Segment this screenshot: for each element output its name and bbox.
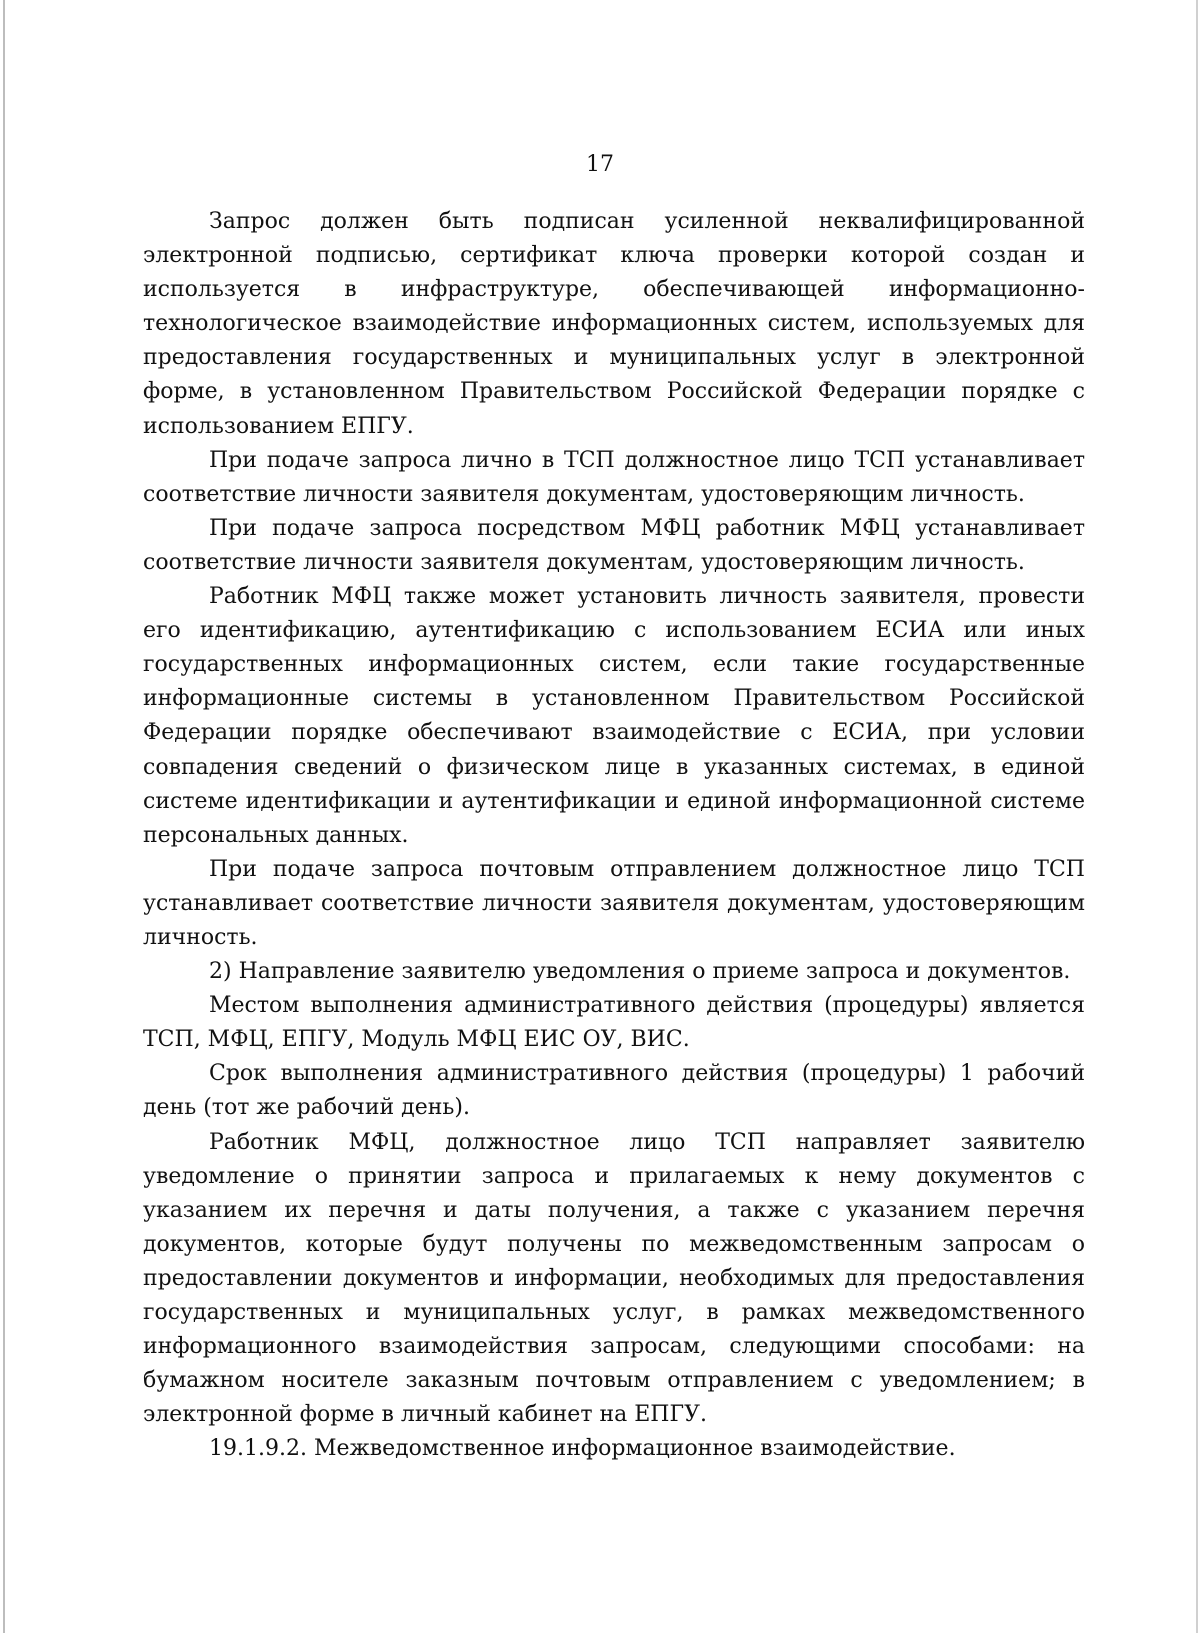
paragraph-action-deadline: Срок выполнения административного действия (процедуры) 1 рабочий день (тот же рабочий день). — [143, 1061, 1085, 1121]
paragraph-signature-requirement: Запрос должен быть подписан усиленной неквалифицированной электронной подписью, сертификат ключа проверки которой создан и используется в инфраструктуре, обеспечивающей информационно-технологическое взаимодействие информационных систем, используемых для предоставления государственных и муниципальных услуг в электронной форме, в установленном Правительством Российской Федерации порядке с использованием ЕПГУ. — [143, 209, 1085, 439]
paragraph-place-of-action: Местом выполнения административного действия (процедуры) является ТСП, МФЦ, ЕПГУ, Модуль МФЦ ЕИС ОУ, ВИС. — [143, 993, 1085, 1053]
scan-edge-left — [3, 0, 5, 1633]
paragraph-section-19-1-9-2: 19.1.9.2. Межведомственное информационное взаимодействие. — [209, 1436, 956, 1462]
paragraph-tsp-identity-check: При подаче запроса лично в ТСП должностное лицо ТСП устанавливает соответствие личности заявителя документам, удостоверяющим личность. — [143, 447, 1085, 507]
page-number: 17 — [586, 152, 614, 177]
paragraph-notification-heading: 2) Направление заявителю уведомления о приеме запроса и документов. — [209, 959, 1071, 985]
paragraph-notification-methods: Работник МФЦ, должностное лицо ТСП направляет заявителю уведомление о принятии запроса и прилагаемых к нему документов с указанием их перечня и даты получения, а также с указанием перечня документов, которые будут получены по межведомственным запросам о предоставлении документов и информации, необходимых для предоставления государственных и муниципальных услуг, в рамках межведомственного информационного взаимодействия запросам, следующими способами: на бумажном носителе заказным почтовым отправлением с уведомлением; в электронной форме в личный кабинет на ЕПГУ. — [143, 1129, 1085, 1428]
paragraph-mfc-identity-check: При подаче запроса посредством МФЦ работник МФЦ устанавливает соответствие личности заявителя документам, удостоверяющим личность. — [143, 515, 1085, 575]
scan-edge-right — [1196, 0, 1198, 1633]
paragraph-postal-identity-check: При подаче запроса почтовым отправлением должностное лицо ТСП устанавливает соответствие личности заявителя документам, удостоверяющим личность. — [143, 856, 1085, 950]
document-body — [143, 205, 1085, 1466]
paragraph-mfc-identification: Работник МФЦ также может установить личность заявителя, провести его идентификацию, аутентификацию с использованием ЕСИА или иных государственных информационных систем, если такие государственные информационные системы в установленном Правительством Российской Федерации порядке обеспечивают взаимодействие с ЕСИА, при условии совпадения сведений о физическом лице в указанных системах, в единой системе идентификации и аутентификации и единой информационной системе персональных данных. — [143, 584, 1085, 848]
